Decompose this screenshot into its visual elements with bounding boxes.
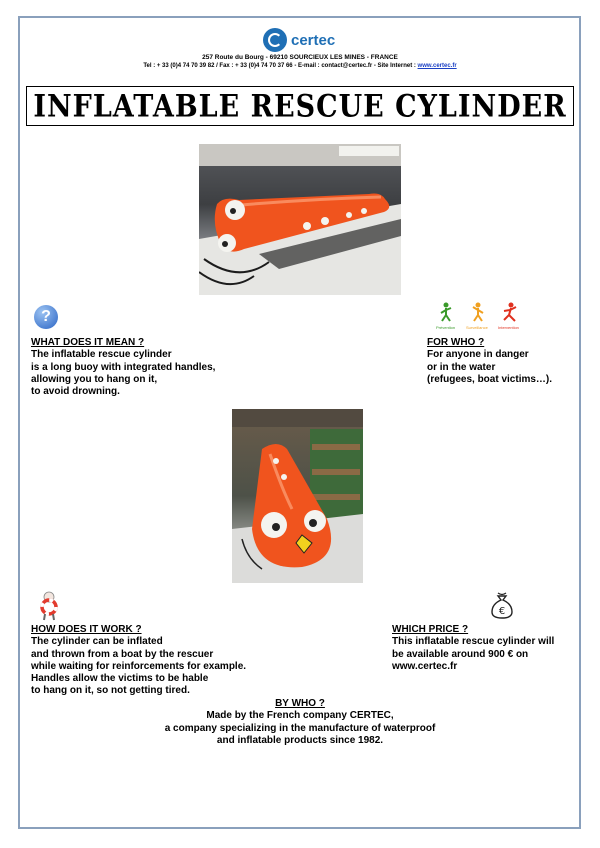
title-box xyxy=(26,86,574,126)
by-who-line: and inflatable products since 1982. xyxy=(216,734,384,746)
price-website: www.certec.fr xyxy=(392,660,458,672)
what-line: allowing you to hang on it, xyxy=(31,373,158,385)
by-who-line: a company specializing in the manufacture of waterproof xyxy=(164,722,436,734)
cylinder-photo-side xyxy=(199,144,401,295)
for-who-section xyxy=(427,337,552,386)
how-line: The cylinder can be inflated xyxy=(31,636,163,648)
money-bag-icon xyxy=(488,590,516,620)
price-line: This inflatable rescue cylinder will xyxy=(392,636,555,648)
how-line: and thrown from a boat by the rescuer xyxy=(31,648,214,660)
how-section xyxy=(31,624,246,698)
what-heading: WHAT DOES IT MEAN ? xyxy=(31,337,145,348)
what-section xyxy=(31,337,215,398)
intervention-icon xyxy=(502,302,518,322)
what-line: The inflatable rescue cylinder xyxy=(31,349,172,361)
by-who-section xyxy=(100,698,500,747)
svg-text:€: € xyxy=(498,606,506,617)
what-line: is a long buoy with integrated handles, xyxy=(31,361,216,373)
contact-line: Tel : + 33 (0)4 74 70 39 82 / Fax : + 33 (0)4 74 70 37 66 - E-mail : contact@certec.fr - Site Internet : xyxy=(143,63,418,69)
prevention-label: Prévention xyxy=(436,325,456,330)
question-icon: ? xyxy=(34,305,58,329)
page-title: INFLATABLE RESCUE CYLINDER xyxy=(33,88,567,124)
what-line: to avoid drowning. xyxy=(31,386,120,398)
for-who-line: (refugees, boat victims…). xyxy=(427,373,553,385)
certec-logo xyxy=(263,27,335,53)
certec-logo-icon xyxy=(263,28,287,52)
how-line: to hang on it, so not getting tired. xyxy=(31,685,190,697)
prevention-icon xyxy=(438,302,454,322)
website-link[interactable]: www.certec.fr xyxy=(417,63,457,69)
how-line: Handles allow the victims to be hable xyxy=(31,673,209,685)
for-who-line: For anyone in danger xyxy=(427,349,529,361)
how-heading: HOW DOES IT WORK ? xyxy=(31,624,142,635)
cylinder-photo-front xyxy=(232,409,363,583)
by-who-line: Made by the French company CERTEC, xyxy=(206,710,394,722)
intervention-label: Intervention xyxy=(498,325,519,330)
lifebuoy-mascot-icon xyxy=(37,591,61,621)
price-line: be available around 900 € on xyxy=(392,648,529,660)
company-contact xyxy=(0,62,600,70)
for-who-heading: FOR WHO ? xyxy=(427,337,485,348)
by-who-heading: BY WHO ? xyxy=(275,698,325,709)
prevention-surveillance-intervention-icons xyxy=(436,302,526,332)
for-who-line: or in the water xyxy=(427,361,496,373)
company-address: 257 Route du Bourg - 69210 SOURCIEUX LES MINES - FRANCE xyxy=(202,54,398,61)
price-section xyxy=(392,624,554,673)
price-heading: WHICH PRICE ? xyxy=(392,624,469,635)
brand-name: certec xyxy=(291,31,336,49)
surveillance-icon xyxy=(470,302,486,322)
surveillance-label: Surveillance xyxy=(466,325,488,330)
how-line: while waiting for reinforcements for example. xyxy=(31,660,247,672)
